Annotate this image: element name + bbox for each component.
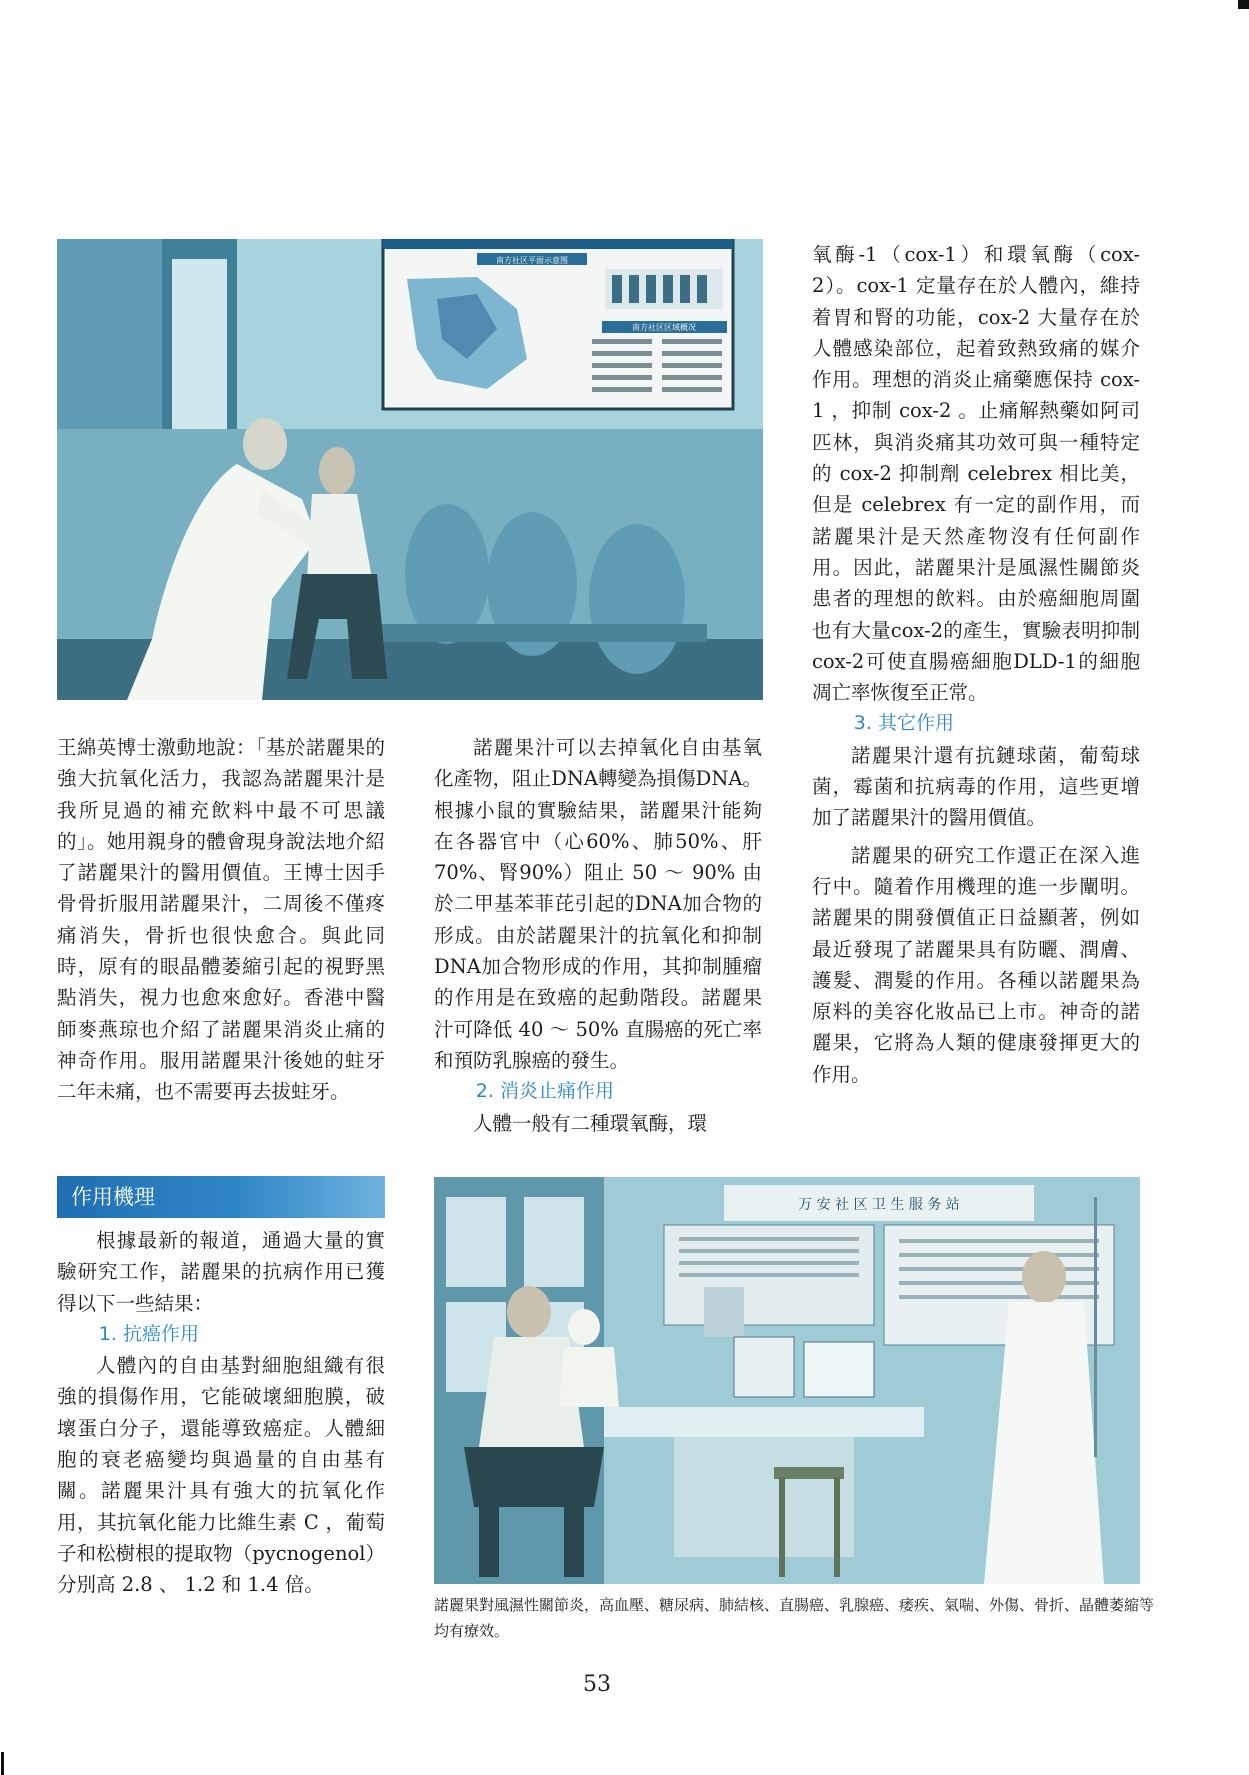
section-intro: 根據最新的報道，通過大量的實驗研究工作，諾麗果的抗病作用已獲得以下一些結果： [57,1229,385,1315]
photo-caption: 諾麗果對風濕性關節炎，高血壓、糖尿病、肺結核、直腸癌、乳腺癌、痿疾、氣喘、外傷、骨折、晶體萎縮等均有療效。 [434,1596,1155,1640]
page-number: 53 [583,1672,611,1697]
photo-doctor-patient-art [57,239,763,700]
middle-column [434,732,762,1139]
photo-clinic-art [434,1177,1140,1584]
crop-mark [1238,0,1249,9]
left-column [57,732,385,1108]
anti-inflammatory-start: 人體一般有二種環氧酶，環 [473,1111,708,1135]
photo-doctor-patient [57,239,763,700]
middle-paragraph: 諾麗果汁可以去掉氧化自由基氧化產物，阻止DNA轉變為損傷DNA。根據小鼠的實驗結果，諾麗果汁能夠在各器官中（心60%、肺50%、肝70%、腎90%）阻止 50 ～ 90% 由於二甲基苯菲芘引起的DNA加合物的形成。由於諾麗果汁的抗氧化和抑制DNA加合物形成的作用，其抑制腫瘤的作用是在致癌的起動階段。諾麗果汁可降低 40 ～ 50% 直腸癌的死亡率和預防乳腺癌的發生。 [434,736,762,1072]
board-subtitle: 南方社区区域概况 [632,323,696,332]
left-column-lower [57,1225,385,1601]
right-column [812,239,1140,1090]
anti-inflammatory-continued: 氧酶-1（cox-1）和環氧酶（cox-2）。cox-1 定量存在於人體內，維持着胃和腎的功能，cox-2 大量存在於人體感染部位，起着致熱致痛的媒介作用。理想的消炎止痛藥應保持 cox-1 ，抑制 cox-2 。止痛解熱藥如阿司匹林，與消炎痛其功效可與一種特定的 cox-2 抑制劑 celebrex 相比美，但是 celebrex 有一定的副作用，而諾麗果汁是天然產物沒有任何副作用。因此，諾麗果汁是風濕性關節炎患者的理想的飲料。由於癌細胞周圍也有大量cox-2的產生，實驗表明抑制cox-2可使直腸癌細胞DLD-1的細胞凋亡率恢復至正常。 [812,243,1140,705]
board-title: 南方社区平面示意图 [496,256,568,265]
research-outlook-paragraph: 諾麗果的研究工作還正在深入進行中。隨着作用機理的進一步闡明。諾麗果的開發價值正日益顯著，例如最近發現了諾麗果具有防曬、潤膚、護髮、潤髮的作用。各種以諾麗果為原料的美容化妝品已上市。神奇的諾麗果，它將為人類的健康發揮更大的作用。 [812,843,1140,1086]
subheading-anticancer: 1. 抗癌作用 [98,1322,199,1345]
intro-paragraph: 王綿英博士激動地說：「基於諾麗果的強大抗氧化活力，我認為諾麗果汁是我所見過的補充飲料中最不可思議的」。她用親身的體會現身說法地介紹了諾麗果汁的醫用價值。王博士因手骨骨折服用諾麗果汁，二周後不僅疼痛消失，骨折也很快愈合。與此同時，原有的眼晶體萎縮引起的視野黑點消失，視力也愈來愈好。香港中醫師麥燕琼也介紹了諾麗果消炎止痛的神奇作用。服用諾麗果汁後她的蛀牙二年未痛，也不需要再去拔蛀牙。 [57,736,385,1104]
section-heading: 作用機理 [57,1176,385,1218]
photo-clinic [434,1177,1140,1584]
clinic-sign: 万 安 社 区 卫 生 服 务 站 [798,1197,960,1213]
subheading-anti-inflammatory: 2. 消炎止痛作用 [475,1080,614,1103]
crop-mark [1,1752,4,1775]
anticancer-paragraph: 人體內的自由基對細胞組織有很強的損傷作用，它能破壞細胞膜，破壞蛋白分子，還能導致癌症。人體細胞的衰老癌變均與過量的自由基有關。諾麗果汁具有強大的抗氧化作用，其抗氧化能力比維生素 C ，葡萄子和松樹根的提取物（pycnogenol）分別高 2.8 、 1.2 和 1.4 倍。 [57,1354,385,1597]
subheading-other-effects: 3. 其它作用 [853,712,954,735]
other-effects-paragraph: 諾麗果汁還有抗鏈球菌，葡萄球菌，霉菌和抗病毒的作用，這些更增加了諾麗果汁的醫用價值。 [812,743,1140,830]
